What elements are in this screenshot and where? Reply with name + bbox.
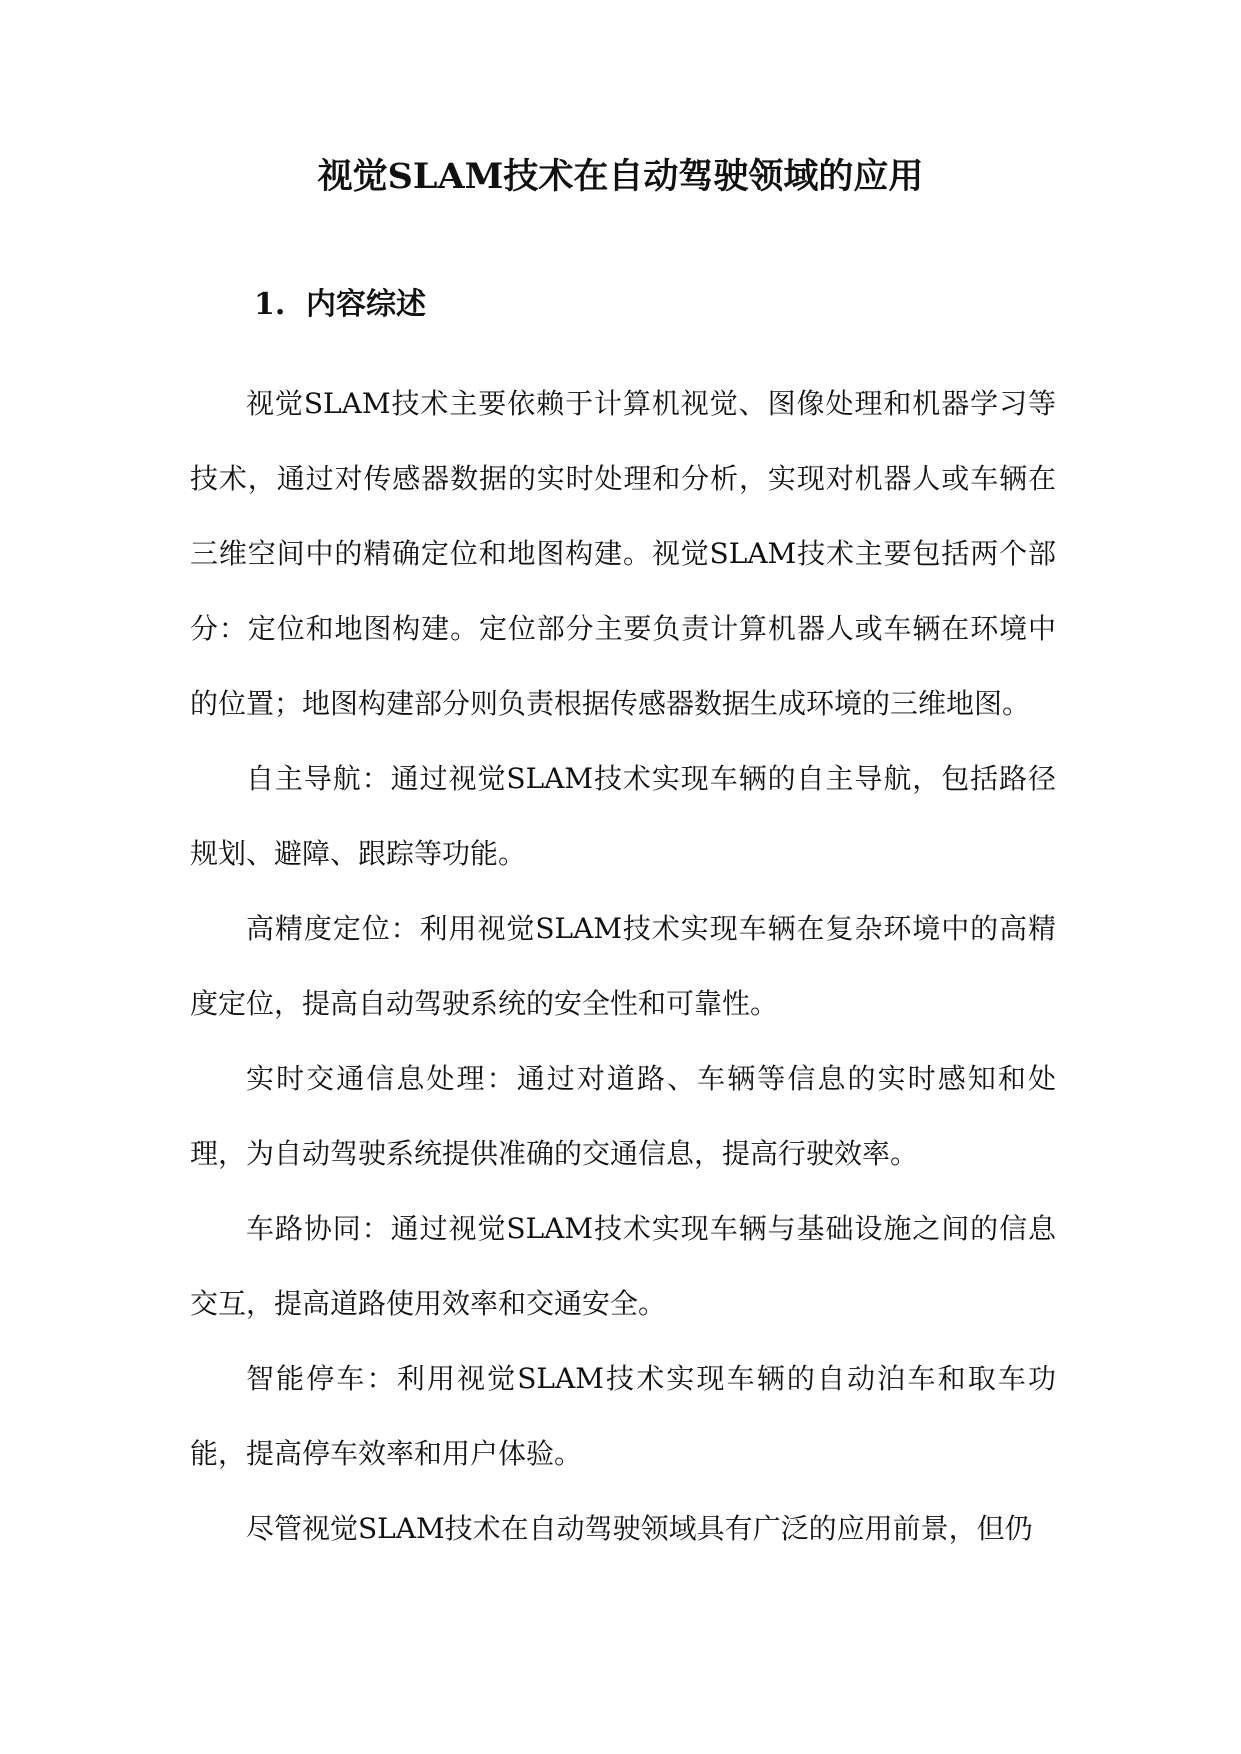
paragraph-autonomous-navigation: 自主导航：通过视觉SLAM技术实现车辆的自主导航，包括路径规划、避障、跟踪等功能。 xyxy=(190,762,1056,870)
section-title: 内容综述 xyxy=(306,287,426,322)
paragraph-challenges: 尽管视觉SLAM技术在自动驾驶领域具有广泛的应用前景，但仍 xyxy=(246,1512,1033,1545)
paragraph-smart-parking: 智能停车：利用视觉SLAM技术实现车辆的自动泊车和取车功能，提高停车效率和用户体验。 xyxy=(190,1362,1056,1470)
paragraph-high-precision-positioning: 高精度定位：利用视觉SLAM技术实现车辆在复杂环境中的高精度定位，提高自动驾驶系统的安全性和可靠性。 xyxy=(190,912,1056,1020)
paragraph-realtime-traffic: 实时交通信息处理：通过对道路、车辆等信息的实时感知和处理，为自动驾驶系统提供准确的交通信息，提高行驶效率。 xyxy=(190,1062,1056,1170)
paragraph-vehicle-road-cooperation: 车路协同：通过视觉SLAM技术实现车辆与基础设施之间的信息交互，提高道路使用效率和交通安全。 xyxy=(190,1212,1056,1320)
document-title: 视觉SLAM技术在自动驾驶领域的应用 xyxy=(317,156,924,197)
document-body xyxy=(190,366,1056,1566)
section-heading xyxy=(254,283,426,327)
paragraph-overview: 视觉SLAM技术主要依赖于计算机视觉、图像处理和机器学习等技术，通过对传感器数据的实时处理和分析，实现对机器人或车辆在三维空间中的精确定位和地图构建。视觉SLAM技术主要包括两个部分：定位和地图构建。定位部分主要负责计算机器人或车辆在环境中的位置；地图构建部分则负责根据传感器数据生成环境的三维地图。 xyxy=(190,387,1056,720)
section-number: 1. xyxy=(254,287,286,322)
